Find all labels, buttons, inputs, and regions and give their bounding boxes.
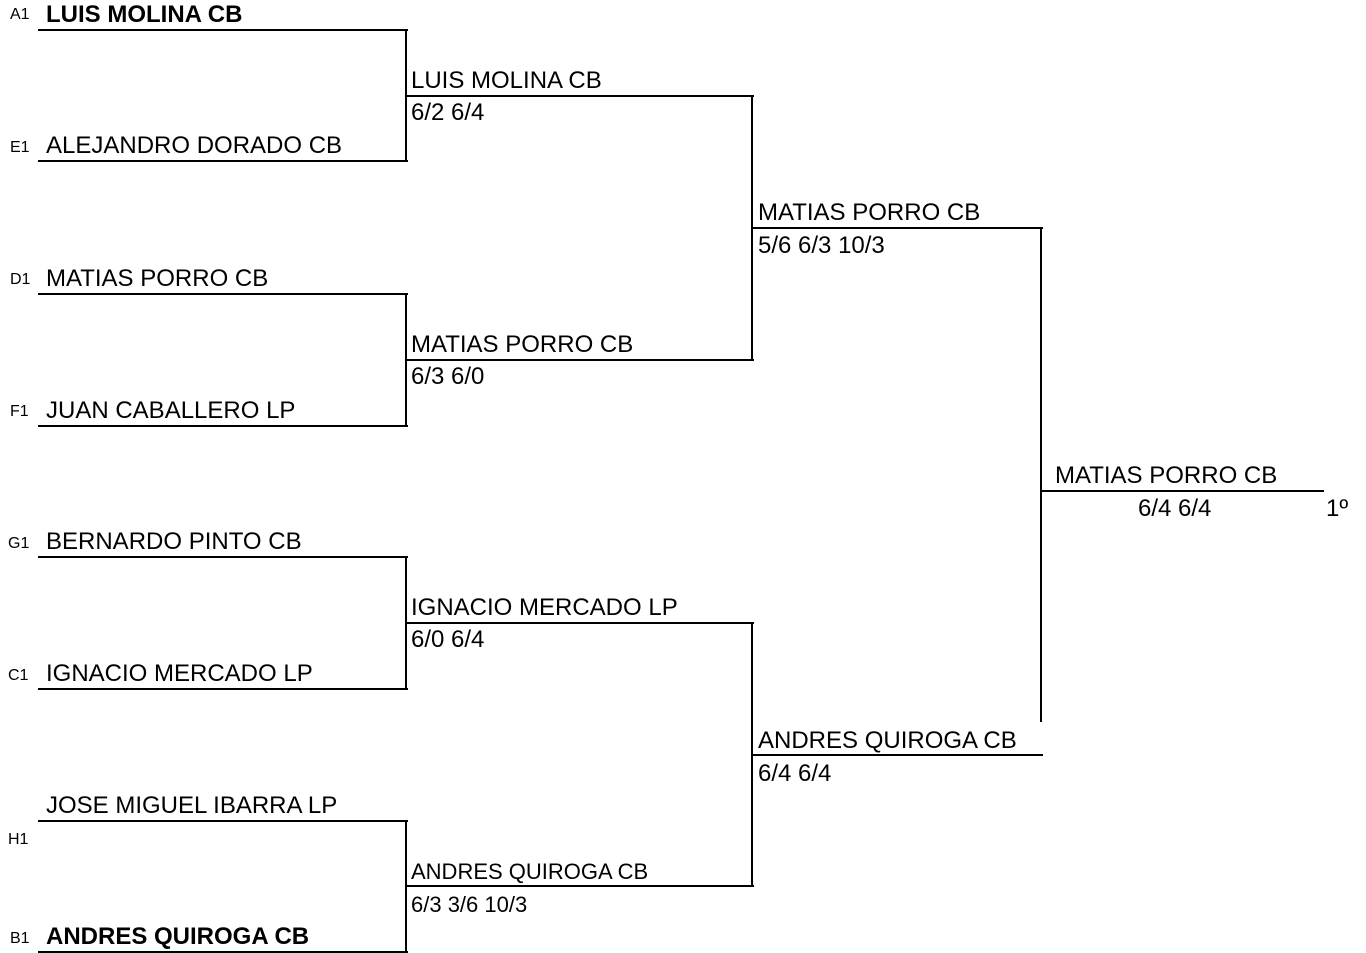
seed-f1: F1 <box>10 403 29 420</box>
seed-a1: A1 <box>10 6 30 23</box>
sf-score-1: 5/6 6/3 10/3 <box>758 232 885 259</box>
seed-b1: B1 <box>10 930 30 947</box>
seed-h1: H1 <box>8 831 29 848</box>
r2-score-3: 6/0 6/4 <box>411 626 485 653</box>
r1-line-1 <box>38 29 408 31</box>
sf-winner-1: MATIAS PORRO CB <box>758 199 981 226</box>
sf-connector <box>1040 227 1042 722</box>
r1-line-2 <box>38 160 408 162</box>
r1-player-1: LUIS MOLINA CB <box>46 1 243 28</box>
r2-line-2 <box>407 359 754 361</box>
final-score: 6/4 6/4 <box>1138 495 1212 522</box>
r1-line-5 <box>38 556 408 558</box>
r2-line-1 <box>407 95 754 97</box>
r2-score-1: 6/2 6/4 <box>411 99 485 126</box>
r2-winner-2: MATIAS PORRO CB <box>411 331 634 358</box>
final-place: 1º <box>1326 495 1349 522</box>
r2-line-3 <box>407 622 754 624</box>
r1-player-3: MATIAS PORRO CB <box>46 265 269 292</box>
seed-e1: E1 <box>10 139 30 156</box>
r1-line-6 <box>38 688 408 690</box>
r2-winner-4: ANDRES QUIROGA CB <box>411 859 649 884</box>
r1-player-7: JOSE MIGUEL IBARRA LP <box>46 792 338 819</box>
seed-c1: C1 <box>8 667 29 684</box>
sf-line-1 <box>753 227 1043 229</box>
r2-winner-1: LUIS MOLINA CB <box>411 67 602 94</box>
r1-player-5: BERNARDO PINTO CB <box>46 528 302 555</box>
sf-score-2: 6/4 6/4 <box>758 760 832 787</box>
r2-score-2: 6/3 6/0 <box>411 363 485 390</box>
r1-line-7 <box>38 820 408 822</box>
r1-player-2: ALEJANDRO DORADO CB <box>46 132 343 159</box>
r2-score-4: 6/3 3/6 10/3 <box>411 892 528 917</box>
r1-player-4: JUAN CABALLERO LP <box>46 397 296 424</box>
r1-line-3 <box>38 293 408 295</box>
final-line <box>1042 490 1324 492</box>
r2-winner-3: IGNACIO MERCADO LP <box>411 594 678 621</box>
r1-line-4 <box>38 425 408 427</box>
r1-player-8: ANDRES QUIROGA CB <box>46 923 310 950</box>
r1-player-6: IGNACIO MERCADO LP <box>46 660 313 687</box>
final-winner: MATIAS PORRO CB <box>1055 462 1278 489</box>
sf-winner-2: ANDRES QUIROGA CB <box>758 727 1017 754</box>
seed-d1: D1 <box>10 271 31 288</box>
seed-g1: G1 <box>8 535 30 552</box>
